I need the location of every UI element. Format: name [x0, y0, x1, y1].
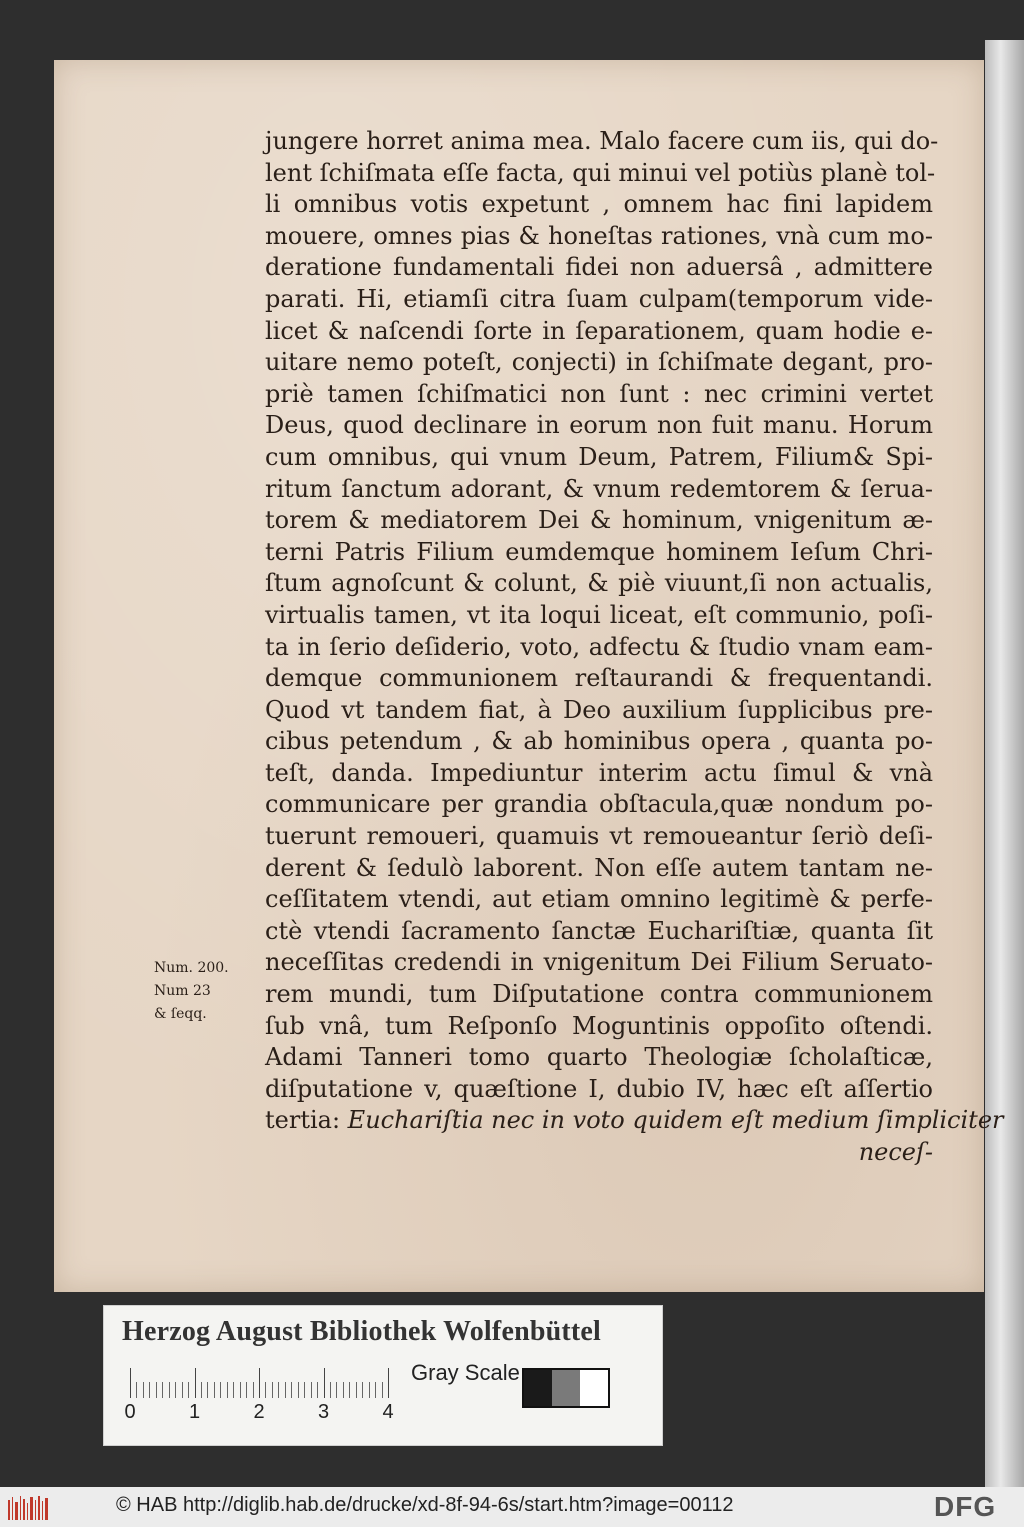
text-line: priè tamen ſchiſmatici non ſunt : nec crimini vertet [265, 379, 933, 408]
library-title: Herzog August Bibliothek Wolfenbüttel [122, 1316, 602, 1347]
dfg-logo: DFG [934, 1491, 997, 1522]
ruler-label: 4 [382, 1401, 394, 1423]
grayscale-swatch [580, 1370, 608, 1406]
ruler-label: 3 [317, 1401, 330, 1423]
ruler-tick [240, 1382, 241, 1398]
grayscale-swatch [552, 1370, 580, 1406]
ruler-tick [207, 1382, 208, 1398]
scale-ruler [124, 1366, 394, 1423]
ruler-tick [162, 1382, 163, 1398]
text-line-prefix: tertia: [265, 1106, 348, 1135]
text-line: cum omnibus, qui vnum Deum, Patrem, Filium& Spi- [265, 442, 933, 471]
ruler-tick [182, 1382, 183, 1398]
ruler-tick [330, 1382, 331, 1398]
grayscale-label: Gray Scale [411, 1360, 520, 1385]
text-line: terni Patris Filium eumdemque hominem Ieſum Chri- [265, 537, 933, 566]
ruler-tick [130, 1368, 131, 1398]
text-line [265, 1105, 1004, 1137]
text-line: diſputatione v, quæſtione I, dubio IV, hæc eſt aſſertio [265, 1074, 933, 1103]
ruler-tick [291, 1382, 292, 1398]
ruler-tick [175, 1382, 176, 1398]
text-line: deratione fundamentali fidei non aduersâ , admittere [265, 253, 933, 282]
text-line: communicare per grandia obſtacula,quæ nondum po- [265, 790, 933, 819]
ruler-tick [272, 1382, 273, 1398]
text-line: virtualis tamen, vt ita loqui liceat, eſt communio, poſi- [265, 600, 933, 629]
ruler-tick [388, 1368, 389, 1398]
ruler-tick [214, 1382, 215, 1398]
ruler-tick [324, 1368, 325, 1398]
text-line: ceſſitatem vtendi, aut etiam omnino legitimè & perfe- [265, 885, 933, 914]
text-line: ta in ſerio deſiderio, voto, adfectu & ſtudio vnam eam- [265, 632, 933, 661]
ruler-tick [143, 1382, 144, 1398]
text-line: Deus, quod declinare in eorum non fuit manu. Horum [265, 411, 933, 440]
ruler-tick [149, 1382, 150, 1398]
library-color-card [103, 1305, 663, 1446]
footer-bar [0, 1487, 1024, 1527]
text-line: demque communionem reſtaurandi & frequentandi. [265, 664, 933, 693]
copyright-link[interactable]: © HAB http://diglib.hab.de/drucke/xd-8f-94-6s/start.htm?image=00112 [116, 1494, 734, 1516]
text-line: ctè vtendi ſacramento ſanctæ Euchariſtiæ, quanta ſit [265, 916, 933, 945]
text-line: licet & naſcendi ſorte in ſeparationem, quam hodie e- [265, 316, 933, 345]
ruler-tick [156, 1382, 157, 1398]
margin-note-line: Num. 200. [154, 960, 229, 976]
ruler-tick [265, 1382, 266, 1398]
ruler-tick [362, 1382, 363, 1398]
ruler-tick [195, 1368, 196, 1398]
ruler-tick [369, 1382, 370, 1398]
page-text [265, 126, 1004, 1169]
book-page [54, 60, 1004, 1292]
ruler-tick [278, 1382, 279, 1398]
text-line: tuerunt remoueri, quamuis vt remoueantur ſeriò deſi- [265, 822, 933, 851]
text-line: ſub vnâ, tum Reſponſo Moguntinis oppoſito oſtendi. [265, 1011, 933, 1040]
ruler-tick [349, 1382, 350, 1398]
ruler-label: 1 [188, 1401, 201, 1423]
text-line: li omnibus votis expetunt , omnem hac fini lapidem [265, 190, 933, 219]
ruler-tick [375, 1382, 376, 1398]
margin-note-line: & ſeqq. [154, 1006, 207, 1022]
ruler-tick [201, 1382, 202, 1398]
text-line: teſt, danda. Impediuntur interim actu ſimul & vnà [265, 758, 933, 787]
ruler-tick [169, 1382, 170, 1398]
ruler-tick [304, 1382, 305, 1398]
text-line: torem & mediatorem Dei & hominum, vnigenitum æ- [265, 506, 933, 535]
ruler-tick [285, 1382, 286, 1398]
text-line: ritum ſanctum adorant, & vnum redemtorem & ſerua- [265, 474, 933, 503]
text-line: Quod vt tandem fiat, à Deo auxilium ſupplicibus pre- [265, 695, 933, 724]
ruler-label: 2 [253, 1401, 265, 1423]
text-line: Adami Tanneri tomo quarto Theologiæ ſcholaſticæ, [265, 1043, 933, 1072]
catchword: neceſ- [858, 1138, 933, 1166]
text-line: uitare nemo poteſt, conjecti) in ſchiſmate degant, pro- [265, 348, 933, 377]
ruler-tick [311, 1382, 312, 1398]
ruler-tick [382, 1382, 383, 1398]
ruler-tick [298, 1382, 299, 1398]
text-line: neceſſitas credendi in vnigenitum Dei Filium Seruato- [265, 948, 933, 977]
margin-note-line: Num 23 [154, 983, 211, 999]
ruler-tick [356, 1382, 357, 1398]
ruler-tick [136, 1382, 137, 1398]
ruler-tick [317, 1382, 318, 1398]
text-line: lent ſchiſmata eſſe facta, qui minui vel potiùs planè tol- [265, 158, 936, 187]
ruler-tick [220, 1382, 221, 1398]
text-line: derent & ſedulò laborent. Non eſſe autem tantam ne- [265, 853, 933, 882]
ruler-tick [227, 1382, 228, 1398]
text-line: mouere, omnes pias & honeſtas rationes, vnà cum mo- [265, 221, 933, 250]
ruler-label: 0 [124, 1401, 136, 1423]
text-line: rem mundi, tum Diſputatione contra communionem [265, 980, 933, 1009]
ruler-tick [253, 1382, 254, 1398]
text-line: jungere horret anima mea. Malo facere cum iis, qui do- [265, 127, 939, 155]
barcode-icon [6, 1494, 50, 1522]
text-line-italic: Euchariſtia nec in voto quidem eſt medium ſimpliciter [347, 1106, 1004, 1135]
ruler-tick [336, 1382, 337, 1398]
ruler-tick [246, 1382, 247, 1398]
grayscale-swatches [522, 1368, 610, 1408]
margin-note [154, 957, 254, 1026]
ruler-tick [233, 1382, 234, 1398]
text-line: ſtum agnoſcunt & colunt, & piè viuunt,ſi non actualis, [265, 569, 933, 598]
ruler-tick [188, 1382, 189, 1398]
ruler-tick [259, 1368, 260, 1398]
adjacent-page-edge [985, 40, 1024, 1487]
ruler-tick [343, 1382, 344, 1398]
text-line: cibus petendum , & ab hominibus opera , quanta po- [265, 727, 933, 756]
text-line: parati. Hi, etiamſi citra ſuam culpam(temporum vide- [265, 284, 933, 313]
grayscale-swatch [524, 1370, 552, 1406]
